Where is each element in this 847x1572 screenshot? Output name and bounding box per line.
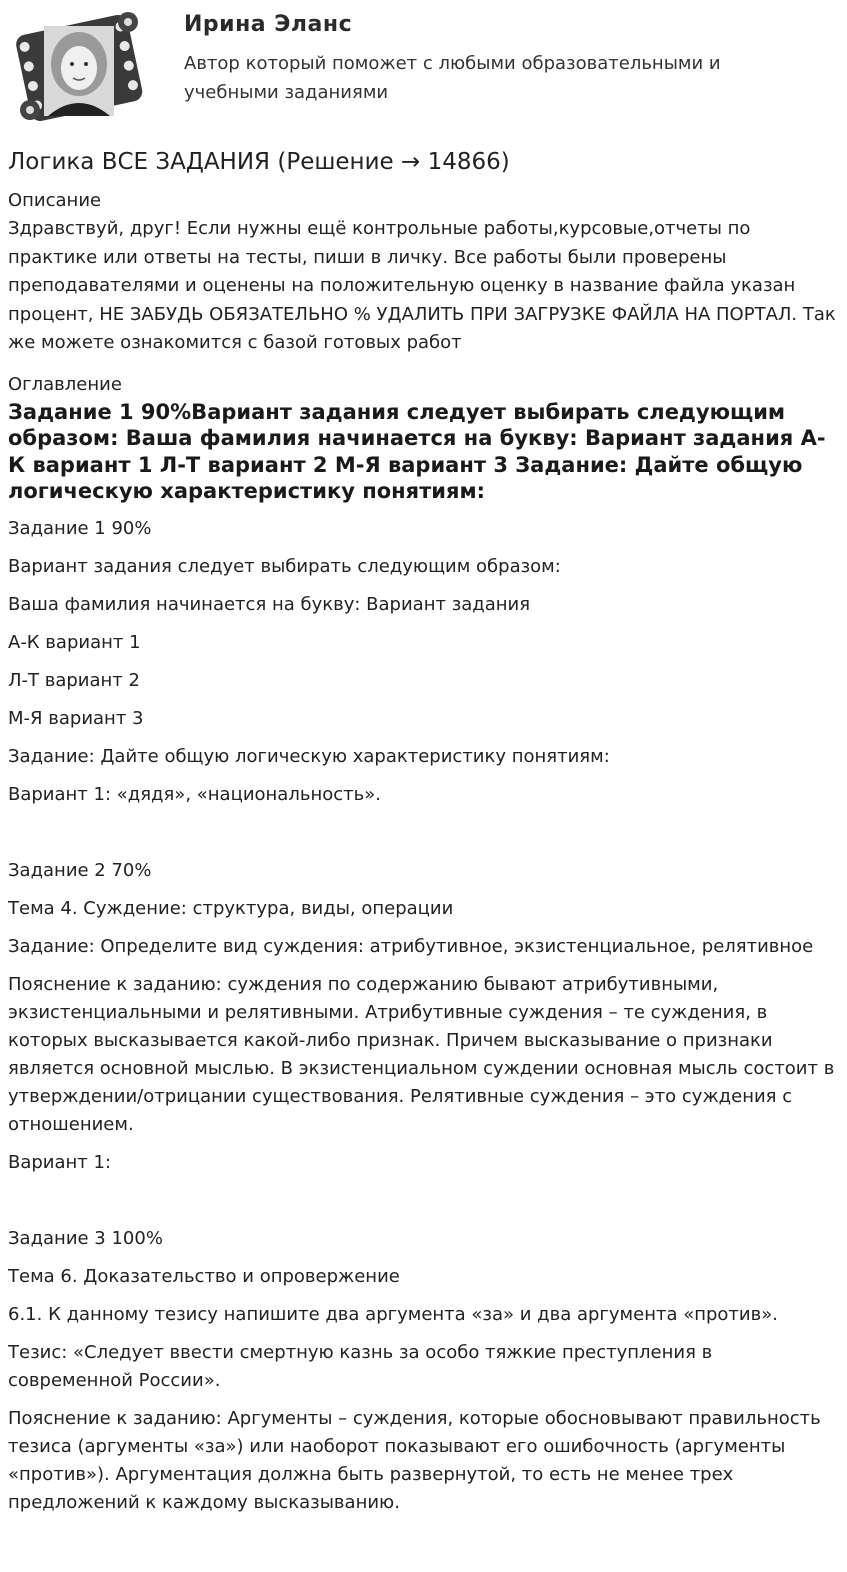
task2-paragraph: Задание: Определите вид суждения: атрибутивное, экзистенциальное, релятивное — [8, 935, 814, 957]
task3-paragraph: Тезис: «Следует ввести смертную казнь за особо тяжкие преступления в современной России». — [8, 1341, 713, 1391]
task1-paragraph: М-Я вариант 3 — [8, 707, 144, 729]
task1-title: Задание 1 90% — [8, 517, 152, 539]
author-avatar[interactable] — [8, 6, 150, 128]
task1-paragraph: Ваша фамилия начинается на букву: Вариант задания — [8, 593, 531, 615]
spacer — [8, 1187, 840, 1225]
task3-paragraph: Пояснение к заданию: Аргументы – суждения, которые обосновывают правильность тезиса (аргументы «за») или наоборот показывают его ошибочность (аргументы «против»). Аргументация должна быть развернутой, то есть не менее трех предложений к каждому высказыванию. — [8, 1407, 821, 1513]
task1-paragraph: Л-Т вариант 2 — [8, 669, 140, 691]
task1-paragraph: Вариант задания следует выбирать следующим образом: — [8, 555, 561, 577]
task2-paragraph: Вариант 1: — [8, 1151, 112, 1173]
task2-title: Задание 2 70% — [8, 859, 152, 881]
description-text: Здравствуй, друг! Если нужны ещё контрольные работы,курсовые,отчеты по практике или ответы на тесты, пиши в личку. Все работы были проверены преподавателями и оценены на положительную оценку в название файла указан процент, НЕ ЗАБУДЬ ОБЯЗАТЕЛЬНО % УДАЛИТЬ ПРИ ЗАГРУЗКЕ ФАЙЛА НА ПОРТАЛ. Так же можете ознакомится с базой готовых работ — [8, 218, 836, 353]
document-content — [8, 188, 840, 1527]
author-name[interactable]: Ирина Эланс — [184, 12, 353, 37]
task3-paragraph: Тема 6. Доказательство и опровержение — [8, 1265, 400, 1287]
task1-paragraph: Вариант 1: «дядя», «национальность». — [8, 783, 381, 805]
task1-paragraph: Задание: Дайте общую логическую характеристику понятиям: — [8, 745, 610, 767]
task2-paragraph: Тема 4. Суждение: структура, виды, операции — [8, 897, 454, 919]
description-label: Описание — [8, 190, 102, 211]
task3-paragraph: 6.1. К данному тезису напишите два аргумента «за» и два аргумента «против». — [8, 1303, 778, 1325]
task3-title: Задание 3 100% — [8, 1227, 163, 1249]
toc-heading[interactable]: Задание 1 90%Вариант задания следует выбирать следующим образом: Ваша фамилия начинается на букву: Вариант задания А-К вариант 1 Л-Т вариант 2 М-Я вариант 3 Задание: Дайте общую логическую характеристику понятиям: — [8, 399, 826, 503]
page-title: Логика ВСЕ ЗАДАНИЯ (Решение → 14866) — [8, 149, 510, 175]
toc-label: Оглавление — [8, 373, 122, 395]
author-header — [0, 0, 847, 140]
task2-paragraph: Пояснение к заданию: суждения по содержанию бывают атрибутивными, экзистенциальными и релятивными. Атрибутивные суждения – те суждения, в которых высказывается какой-либо признак. Причем высказывание о признаки является основной мыслью. В экзистенциальном суждении основная мысль состоит в утверждении/отрицании существования. Релятивные суждения – это суждения с отношением. — [8, 973, 835, 1135]
author-bio: Автор который поможет с любыми образовательными и учебными заданиями — [184, 53, 721, 103]
task1-paragraph: А-К вариант 1 — [8, 631, 141, 653]
spacer — [8, 819, 840, 857]
